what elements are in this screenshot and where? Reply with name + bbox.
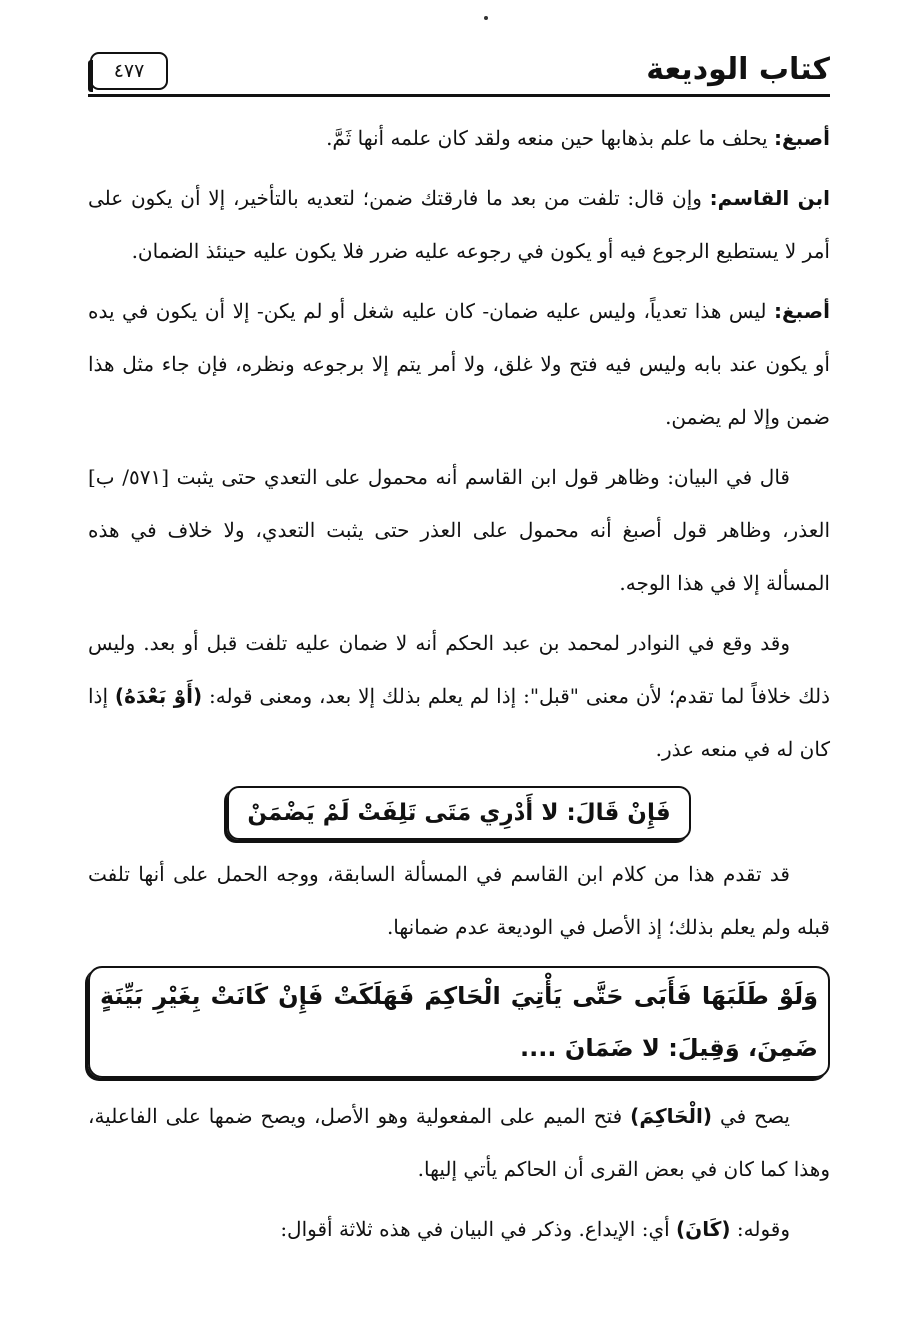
matn-box-2: وَلَوْ طَلَبَهَا فَأَبَى حَتَّى يَأْتِيَ الْحَاكِمَ فَهَلَكَتْ فَإِنْ كَانَتْ بِغَيْرِ بَيِّنَةٍ ضَمِنَ، وَقِيلَ: لا ضَمَانَ .... <box>88 966 830 1078</box>
page-number: ٤٧٧ <box>90 52 168 90</box>
header-rule <box>88 94 830 97</box>
quoted-term: (الْحَاكِمَ) <box>630 1104 713 1128</box>
paragraph-asbagh-2 <box>88 285 830 444</box>
paragraph-text: يصح في <box>712 1104 790 1128</box>
speaker-label: أصبغ: <box>773 299 830 323</box>
paragraph-commentary-1: قد تقدم هذا من كلام ابن القاسم في المسألة السابقة، ووجه الحمل على أنها تلفت قبله ولم يعلم بذلك؛ إذ الأصل في الوديعة عدم ضمانها. <box>88 862 830 939</box>
speaker-label: أصبغ: <box>773 126 830 150</box>
paragraph-asbagh-1 <box>88 112 830 165</box>
paragraph-ibn-alqasim <box>88 172 830 278</box>
paragraph-text: أي: الإيداع. وذكر في البيان في هذه ثلاثة أقوال: <box>280 1217 677 1241</box>
stray-dot <box>484 16 488 20</box>
paragraph-text: فتح الميم على المفعولية وهو الأصل، ويصح ضمها على الفاعلية، وهذا كما كان في بعض القرى أن الحاكم يأتي إليها. <box>88 1104 830 1181</box>
quoted-term: (كَانَ) <box>676 1217 731 1241</box>
page-header <box>88 50 830 98</box>
paragraph-text: وإن قال: تلفت من بعد ما فارقتك ضمن؛ لتعديه بالتأخير، إلا أن يكون على أمر لا يستطيع الرجوع فيه أو يكون في رجوعه عليه ضرر فلا يكون عليه حينئذ الضمان. <box>88 186 830 263</box>
paragraph-commentary-2 <box>88 1090 830 1196</box>
quoted-term: (أَوْ بَعْدَهُ) <box>114 684 203 708</box>
paragraph-commentary-3 <box>88 1203 830 1256</box>
paragraph-albayan: قال في البيان: وظاهر قول ابن القاسم أنه محمول على التعدي حتى يثبت [٥٧١/ ب] العذر، وظاهر قول أصبغ أنه محمول على العذر حتى يثبت التعدي، ولا خلاف في هذه المسألة إلا في هذا الوجه. <box>88 465 831 595</box>
matn-box-1: فَإِنْ قَالَ: لا أَدْرِي مَتَى تَلِفَتْ لَمْ يَضْمَنْ <box>227 786 690 840</box>
paragraph-text: وقوله: <box>730 1217 790 1241</box>
book-title: كتاب الوديعة <box>646 52 830 87</box>
paragraph-nawadir <box>88 617 830 776</box>
paragraph-text: إذا كان له في منعه عذر. <box>88 684 830 761</box>
paragraph-text: يحلف ما علم بذهابها حين منعه ولقد كان علمه أنها ثَمَّ. <box>326 126 774 150</box>
page-content <box>88 112 830 1263</box>
paragraph-text: ليس هذا تعدياً، وليس عليه ضمان- كان عليه شغل أو لم يكن- إلا أن يكون في يده أو يكون عند بابه وليس فيه فتح ولا غلق، ولا أمر يتم إلا برجوعه ونظره، فإن جاء مثل هذا ضمن وإلا لم يضمن. <box>88 299 830 429</box>
speaker-label: ابن القاسم: <box>709 186 830 210</box>
paragraph-text: وقد وقع في النوادر لمحمد بن عبد الحكم أنه لا ضمان عليه تلفت قبل أو بعد. وليس ذلك خلافاً لما تقدم؛ لأن معنى "قبل": إذا لم يعلم بذلك إلا بعد، ومعنى قوله: <box>88 631 830 708</box>
matn-box-1-wrap <box>88 786 830 840</box>
